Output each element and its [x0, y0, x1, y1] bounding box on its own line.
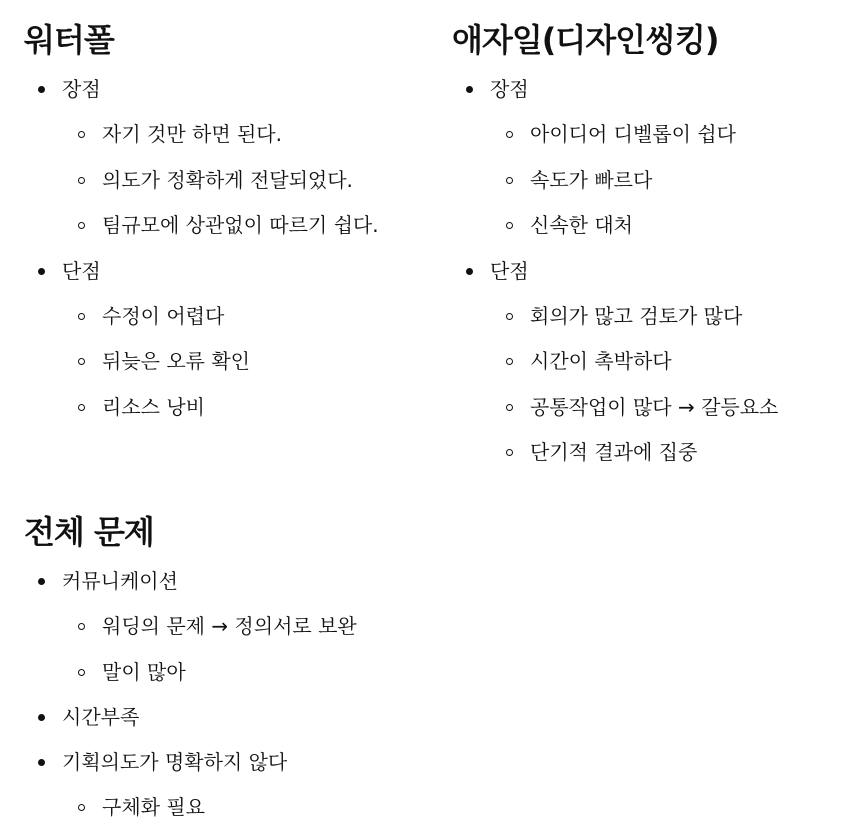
list-item — [62, 650, 624, 696]
waterfall-pros-item — [24, 67, 424, 249]
agile-cons-list — [490, 294, 842, 476]
agile-pros-label: 장점 — [490, 77, 529, 101]
list-item-text: 단기적 결과에 집중 — [530, 440, 698, 464]
waterfall-cons-list — [62, 294, 424, 431]
list-item — [490, 339, 842, 385]
overall-list — [24, 559, 624, 831]
agile-pros-list — [490, 112, 842, 249]
waterfall-pros-label: 장점 — [62, 77, 101, 101]
list-item — [62, 294, 424, 340]
waterfall-pros-list — [62, 112, 424, 249]
agile-cons-item — [452, 249, 842, 476]
list-item-text: 뒤늦은 오류 확인 — [102, 349, 250, 373]
overall-heading: 전체 문제 — [24, 513, 154, 551]
list-item-text: 워딩의 문제 → 정의서로 보완 — [102, 614, 357, 638]
list-item-text: 구체화 필요 — [102, 795, 205, 819]
overall-sub-list — [62, 604, 624, 695]
overall-section — [24, 514, 624, 831]
agile-cons-label: 단점 — [490, 258, 529, 283]
list-item — [62, 158, 424, 204]
list-item-text: 아이디어 디벨롭이 쉽다 — [530, 122, 736, 146]
list-item-text: 말이 많아 — [102, 659, 186, 684]
waterfall-list — [24, 67, 424, 430]
list-item — [490, 430, 842, 476]
overall-sub-list — [62, 785, 624, 831]
list-item — [62, 339, 424, 385]
overall-item-label: 기획의도가 명확하지 않다 — [62, 750, 288, 774]
overall-item-label: 시간부족 — [62, 705, 140, 729]
agile-heading: 애자일(디자인씽킹) — [452, 21, 719, 59]
list-item — [62, 203, 424, 249]
list-item-text: 속도가 빠르다 — [530, 167, 653, 192]
agile-pros-item — [452, 67, 842, 249]
waterfall-cons-item — [24, 249, 424, 431]
overall-item-communication — [24, 559, 624, 695]
list-item-text: 신속한 대처 — [530, 213, 633, 237]
overall-item-time — [24, 695, 624, 740]
list-item-text: 공통작업이 많다 → 갈등요소 — [530, 394, 779, 419]
waterfall-heading: 워터폴 — [24, 21, 114, 59]
waterfall-section — [24, 22, 424, 430]
agile-list — [452, 67, 842, 476]
list-item-text: 자기 것만 하면 된다. — [102, 122, 282, 146]
list-item — [62, 112, 424, 158]
list-item-text: 수정이 어렵다 — [102, 303, 225, 328]
overall-item-label: 커뮤니케이션 — [62, 569, 178, 593]
list-item — [62, 604, 624, 650]
list-item — [490, 158, 842, 204]
list-item-text: 리소스 낭비 — [102, 394, 205, 419]
agile-section — [452, 22, 842, 476]
list-item — [62, 785, 624, 831]
list-item-text: 회의가 많고 검토가 많다 — [530, 303, 743, 328]
list-item-text: 시간이 촉박하다 — [530, 349, 672, 373]
list-item — [490, 385, 842, 431]
list-item — [490, 294, 842, 340]
list-item-text: 의도가 정확하게 전달되었다. — [102, 167, 353, 192]
list-item — [490, 112, 842, 158]
overall-item-intent — [24, 740, 624, 831]
list-item-text: 팀규모에 상관없이 따르기 쉽다. — [102, 213, 379, 237]
waterfall-cons-label: 단점 — [62, 258, 101, 283]
list-item — [490, 203, 842, 249]
list-item — [62, 385, 424, 431]
